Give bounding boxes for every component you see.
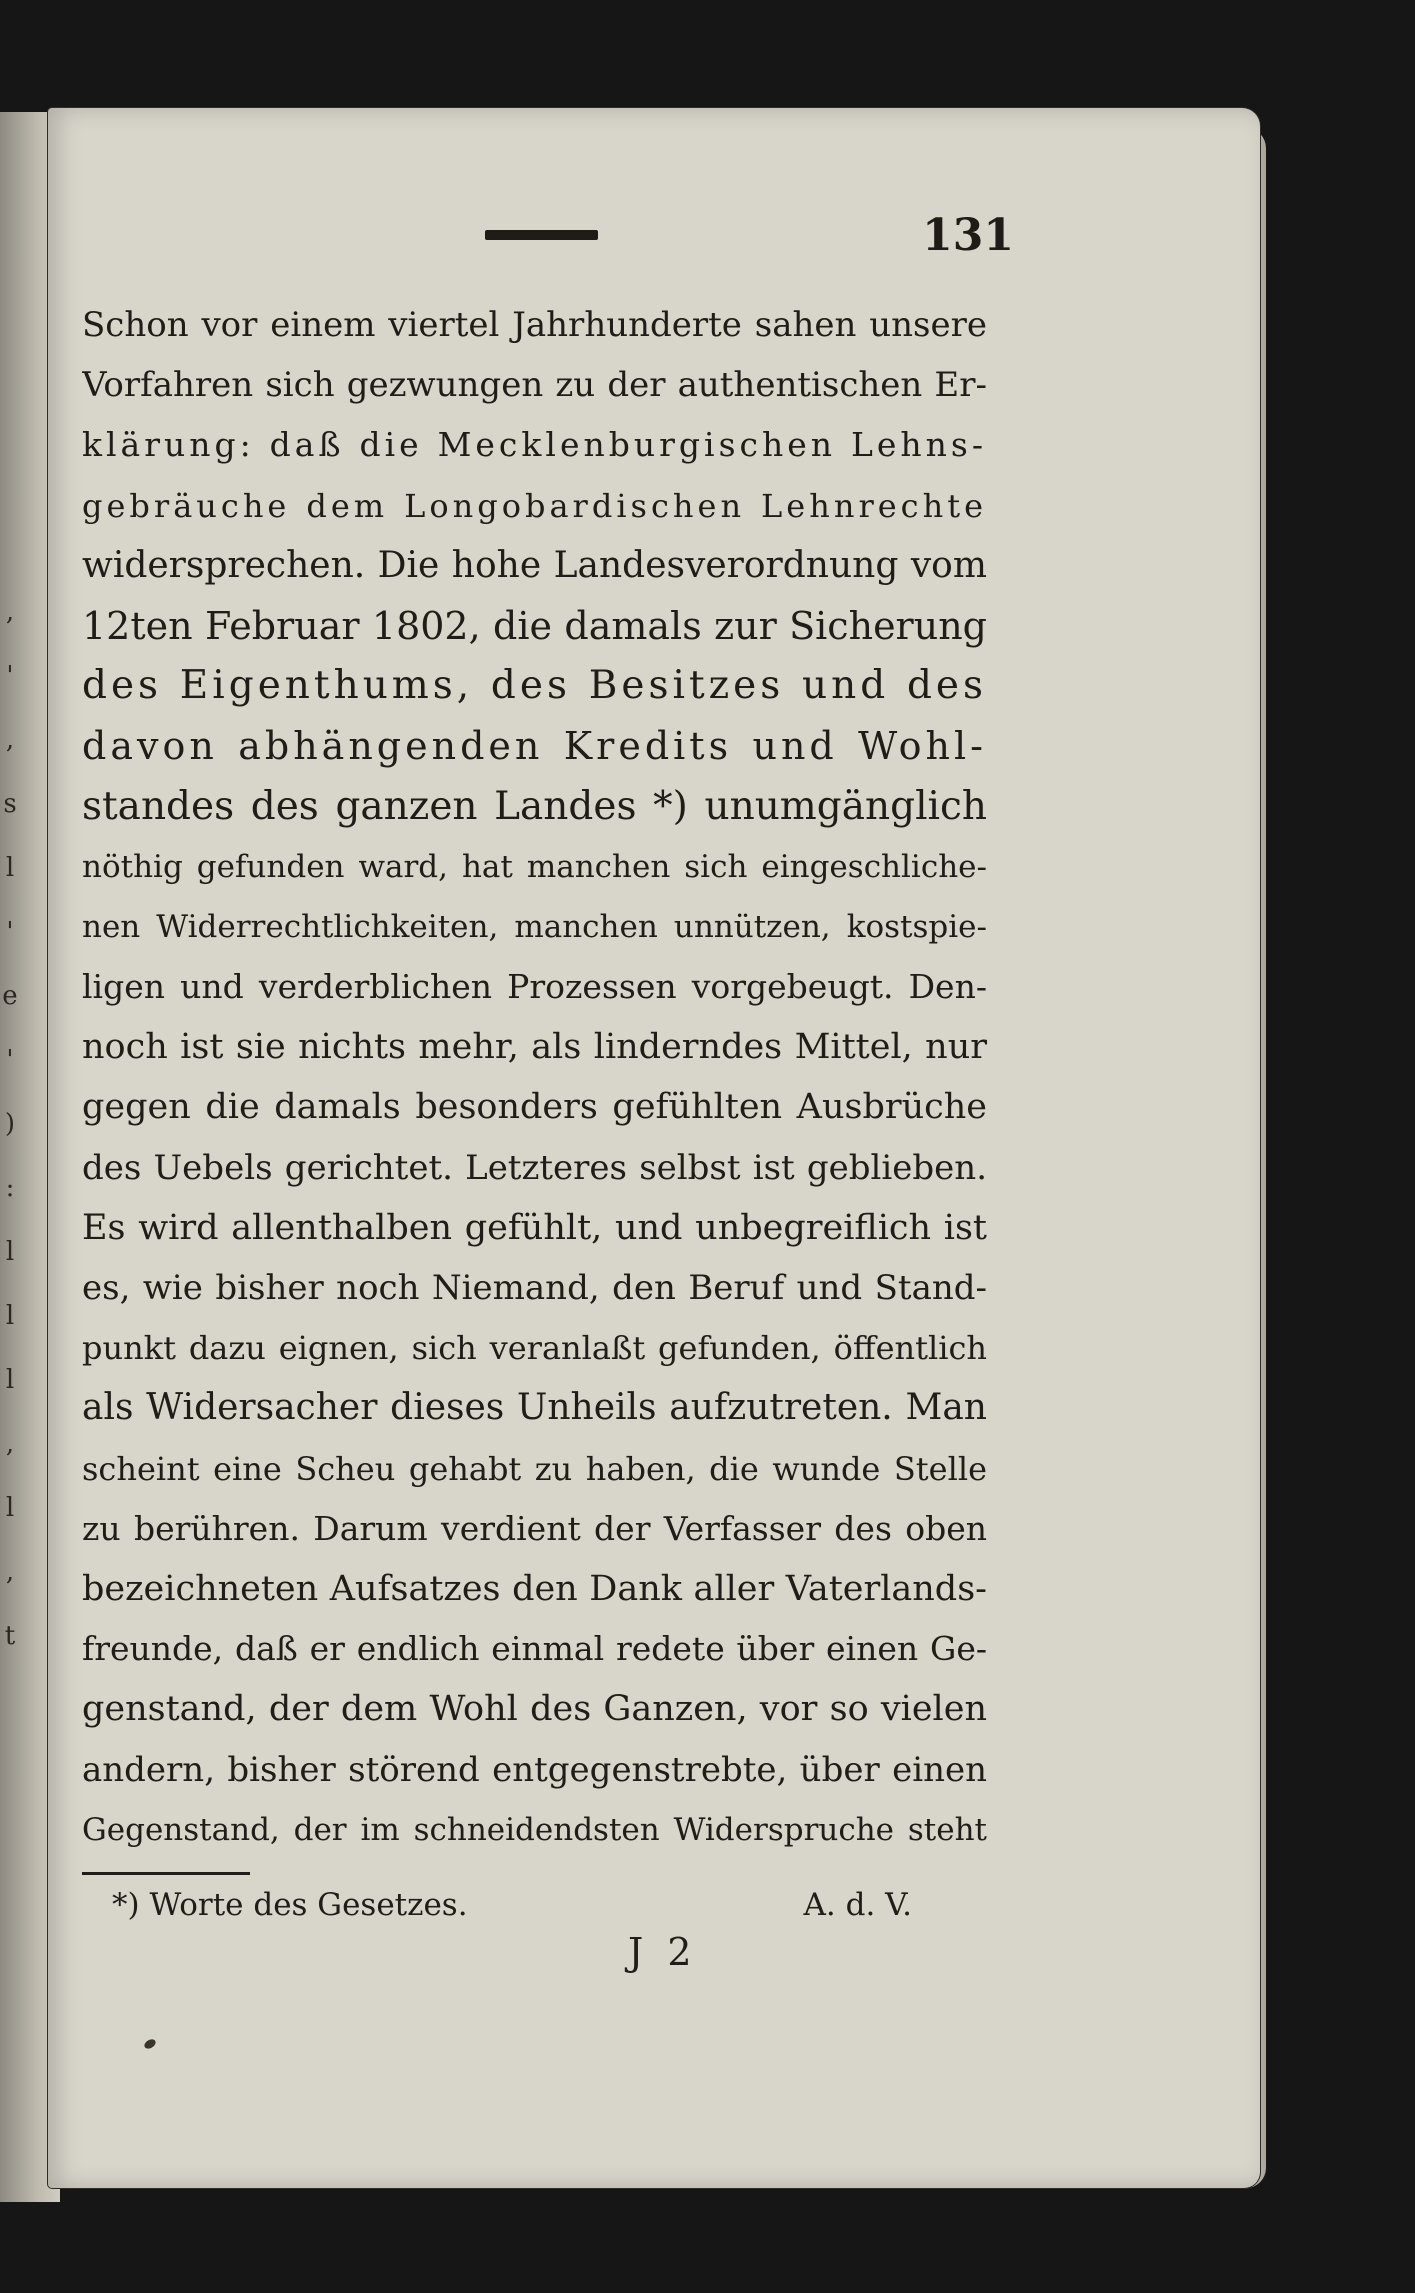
body-text	[82, 295, 987, 1865]
text-line: als Widersacher dieses Unheils aufzutreten. Man	[82, 1387, 987, 1429]
footnote-rule	[82, 1872, 250, 1875]
text-line: bezeichneten Aufsatzes den Dank aller Vaterlands-	[82, 1568, 987, 1609]
text-line: nöthig gefunden ward, hat manchen sich eingeschliche-	[82, 848, 987, 885]
text-line: standes des ganzen Landes *) unumgänglich	[82, 783, 987, 829]
text-line: des Eigenthums, des Besitzes und des	[82, 663, 987, 709]
footnote: *) Worte des Gesetzes.	[112, 1887, 468, 1923]
text-line: klärung: daß die Mecklenburgischen Lehns-	[82, 425, 987, 465]
text-line: 12ten Februar 1802, die damals zur Sicherung	[82, 603, 987, 648]
text-line: noch ist sie nichts mehr, als linderndes Mittel, nur	[82, 1027, 987, 1068]
facing-page-letter-fragments: , ' , s l ' e ' ) : l l l , l , t	[2, 597, 18, 1651]
text-line: freunde, daß er endlich einmal redete über einen Ge-	[82, 1629, 987, 1669]
footnote-author: A. d. V.	[803, 1887, 912, 1923]
text-line: punkt dazu eignen, sich veranlaßt gefunden, öffentlich	[82, 1329, 987, 1368]
text-line: Es wird allenthalben gefühlt, und unbegreiflich ist	[82, 1207, 987, 1248]
text-line: Gegenstand, der im schneidendsten Widerspruche steht	[82, 1811, 987, 1848]
text-line: davon abhängenden Kredits und Wohl-	[82, 724, 987, 769]
text-line: gegen die damals besonders gefühlten Ausbrüche	[82, 1087, 987, 1128]
text-line: zu berühren. Darum verdient der Verfasser des oben	[82, 1508, 987, 1548]
text-line: es, wie bisher noch Niemand, den Beruf und Stand-	[82, 1268, 987, 1308]
page-number: 131	[922, 210, 1014, 261]
text-line: andern, bisher störend entgegenstrebte, über einen	[82, 1749, 987, 1790]
text-line: scheint eine Scheu gehabt zu haben, die wunde Stelle	[82, 1449, 987, 1488]
header-rule	[485, 230, 598, 240]
signature-mark: J 2	[628, 1930, 698, 1974]
text-line: Schon vor einem viertel Jahrhunderte sahen unsere	[82, 305, 987, 345]
text-line: des Uebels gerichtet. Letzteres selbst ist geblieben.	[82, 1147, 987, 1188]
text-line: Vorfahren sich gezwungen zu der authentischen Er-	[82, 365, 987, 406]
text-line: genstand, der dem Wohl des Ganzen, vor so vielen	[82, 1689, 987, 1730]
text-line: ligen und verderblichen Prozessen vorgebeugt. Den-	[82, 967, 987, 1007]
text-line: nen Widerrechtlichkeiten, manchen unnützen, kostspie-	[82, 908, 987, 945]
text-line: gebräuche dem Longobardischen Lehnrechte	[82, 486, 987, 525]
text-line: widersprechen. Die hohe Landesverordnung vom	[82, 544, 987, 586]
